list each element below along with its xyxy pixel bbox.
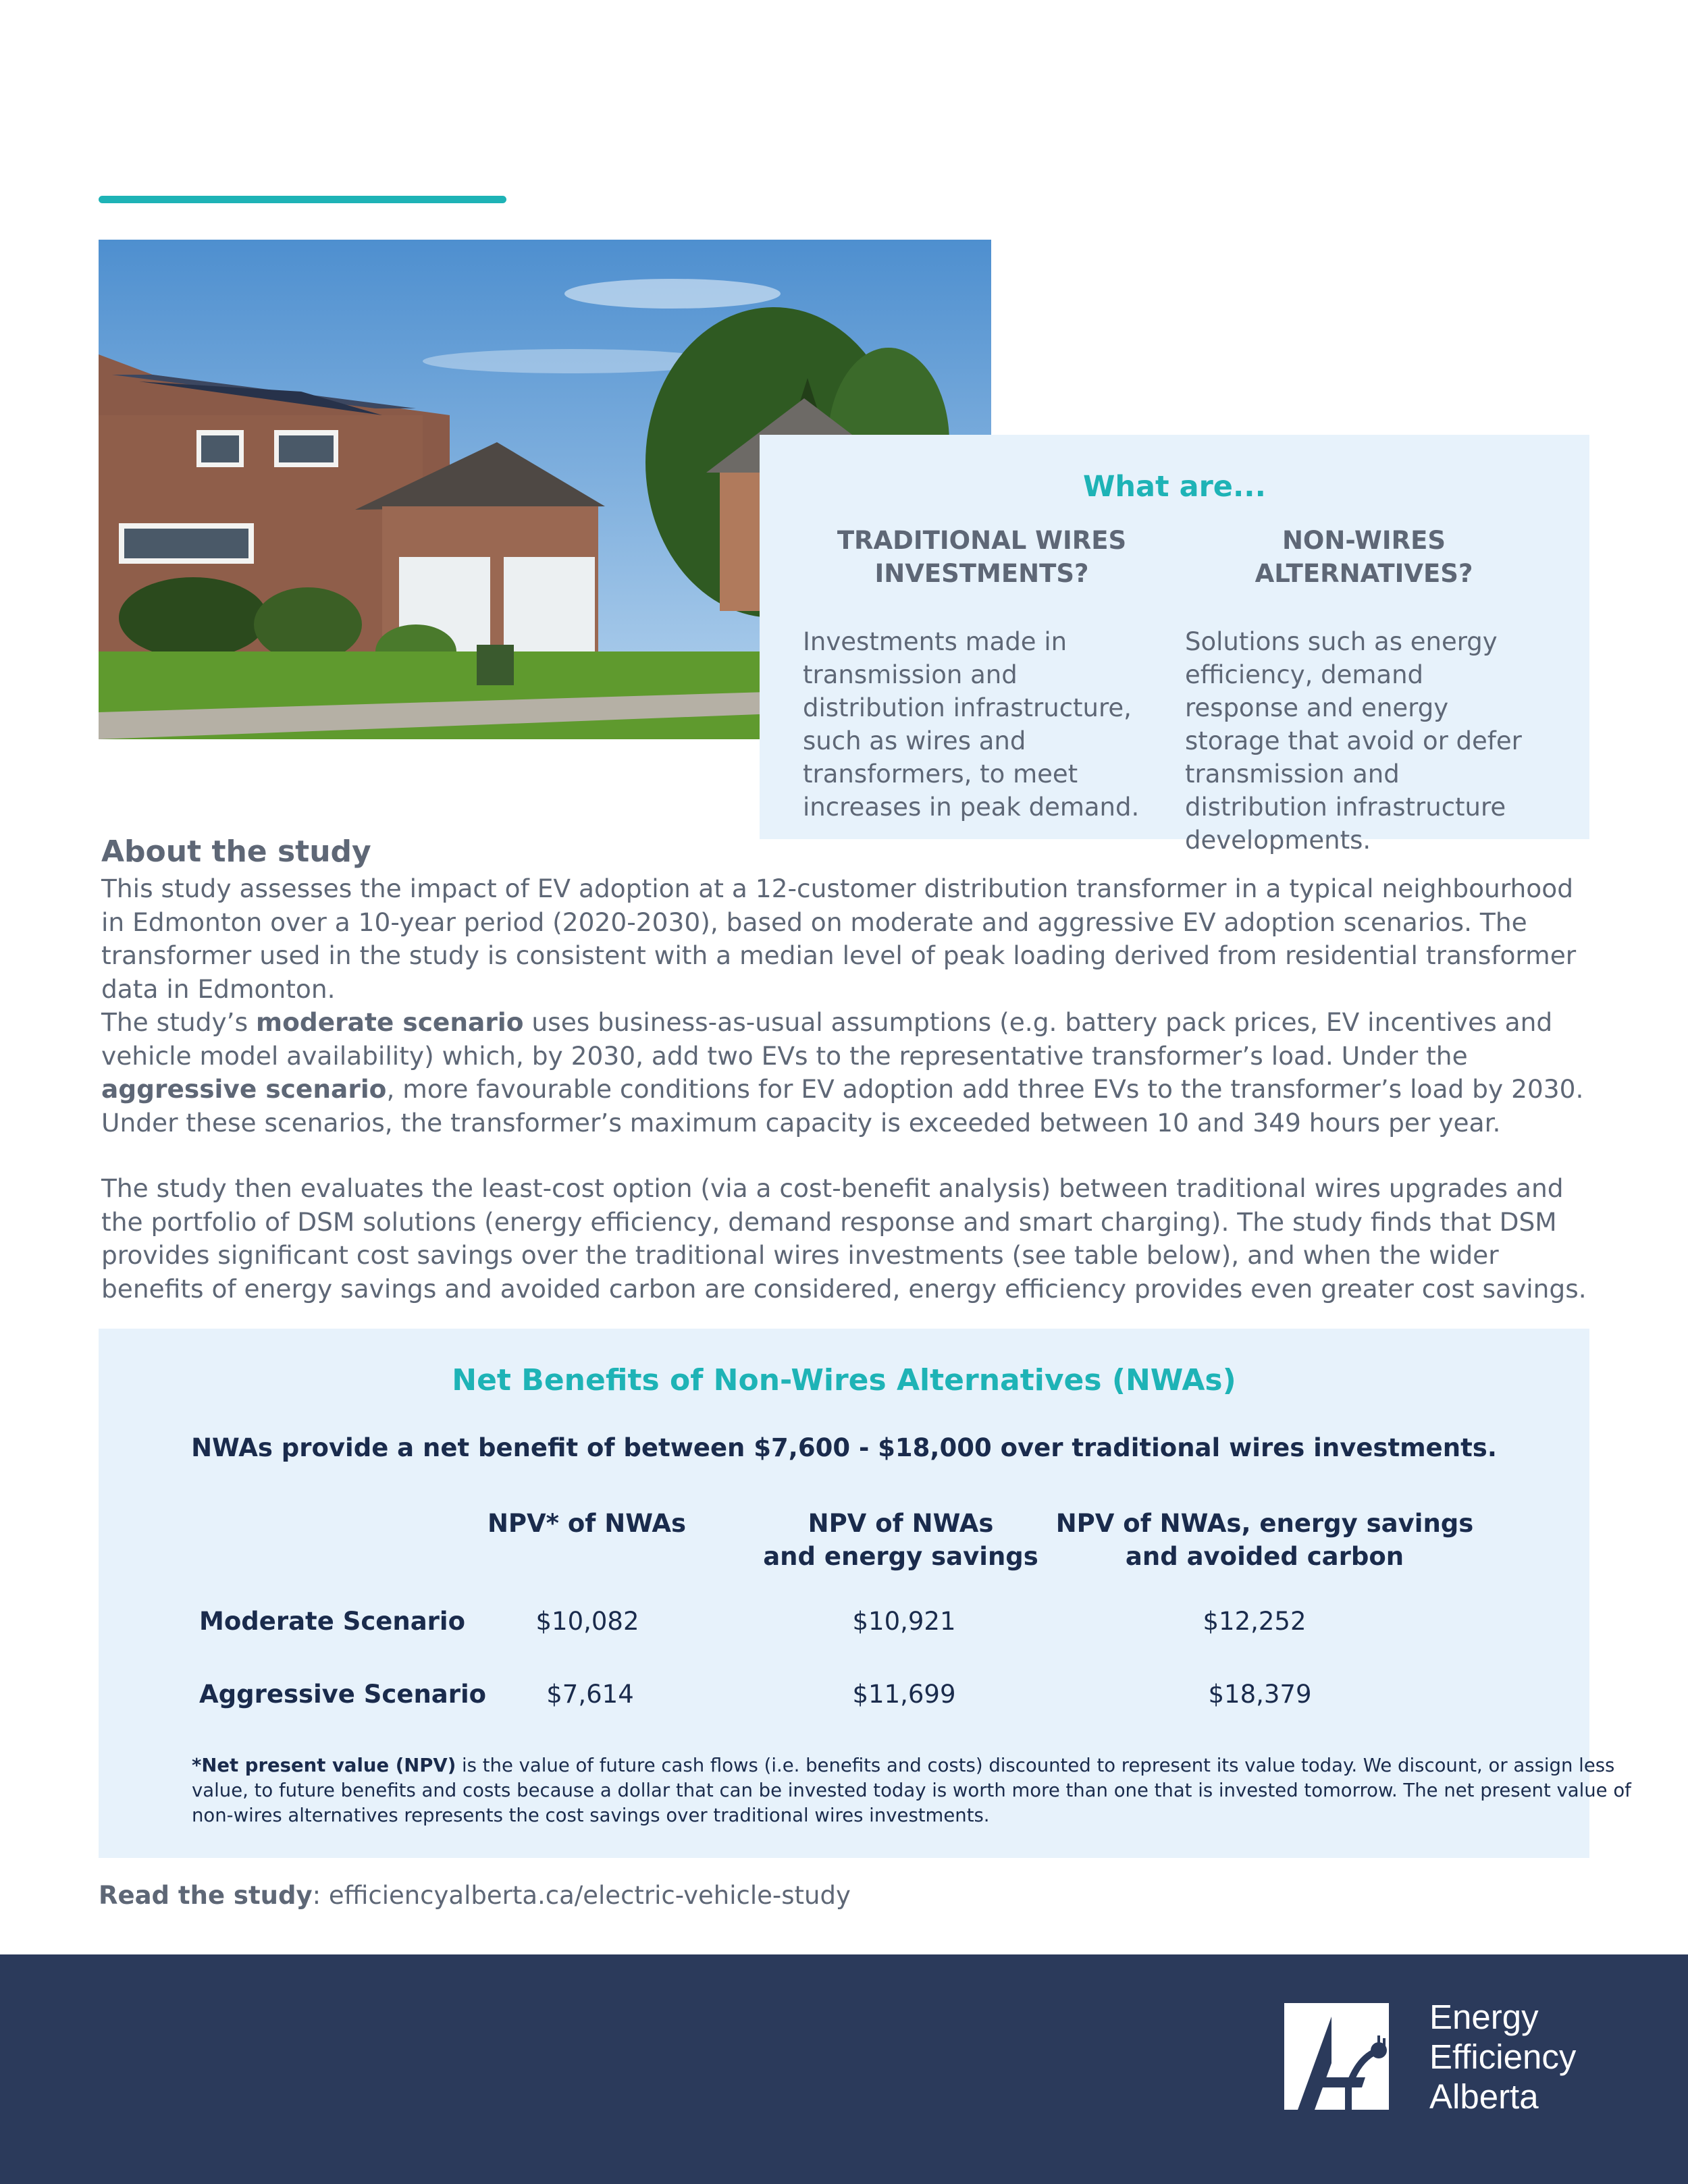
- p2-text-e: , more favourable conditions for EV adoption add three EVs to the transformer’s load by 2030. Under these scenarios, the transformer’s maximum capacity is exceeded between 10 and 349 hours per year.: [101, 1074, 1584, 1138]
- non-wires-text: Solutions such as energy efficiency, demand response and energy storage that avoid or defer transmission and distribution infrastructure developments.: [1185, 627, 1522, 855]
- column-header-line: NPV* of NWAs: [487, 1509, 687, 1538]
- column-header-line: NPV of NWAs, energy savings: [1055, 1509, 1474, 1538]
- logo-line-alberta: Alberta: [1429, 2077, 1539, 2116]
- logo-line-efficiency: Efficiency: [1429, 2037, 1577, 2076]
- read-study-label: Read the study: [99, 1881, 313, 1910]
- column-header-npv-nwas: [487, 1507, 686, 1540]
- moderate-scenario-term: moderate scenario: [256, 1007, 524, 1037]
- energy-efficiency-alberta-logo-icon: [1284, 2003, 1389, 2110]
- cell-moderate-carbon: $12,252: [1203, 1607, 1307, 1636]
- p2-text-c: uses business-as-usual assumptions (e.g. battery pack prices, EV incentives and vehicle model availability) which, by 2030, add two EVs to the representative transformer’s load. Under the: [101, 1007, 1553, 1071]
- logo-line-energy: Energy: [1429, 1998, 1539, 2036]
- row-label-aggressive: Aggressive Scenario: [199, 1680, 487, 1709]
- logo-wordmark: [1429, 1997, 1576, 2116]
- about-title: About the study: [101, 834, 371, 869]
- non-wires-heading-line1: NON-WIRES: [1282, 526, 1446, 555]
- traditional-heading-line2: INVESTMENTS?: [874, 559, 1089, 588]
- non-wires-heading: [1185, 524, 1543, 625]
- traditional-wires-column: [803, 524, 1161, 824]
- column-header-npv-avoided-carbon: [1056, 1507, 1474, 1573]
- column-header-line: and energy savings: [763, 1542, 1038, 1571]
- p2-text-a: The study’s: [101, 1007, 257, 1037]
- cell-moderate-energy: $10,921: [852, 1607, 956, 1636]
- npv-footnote-term: *Net present value (NPV): [192, 1755, 456, 1776]
- what-are-panel: [760, 435, 1589, 855]
- row-label-moderate: Moderate Scenario: [199, 1607, 466, 1636]
- traditional-wires-text: Investments made in transmission and distribution infrastructure, such as wires and transformers, to meet increases in peak demand.: [803, 627, 1140, 822]
- about-paragraph-2: [101, 1006, 1593, 1140]
- read-the-study: Read the study: efficiencyalberta.ca/electric-vehicle-study: [99, 1881, 851, 1910]
- about-paragraph-3: The study then evaluates the least-cost option (via a cost-benefit analysis) between traditional wires upgrades and the portfolio of DSM solutions (energy efficiency, demand response and smart charging). The study finds that DSM provides significant cost savings over the traditional wires investments (see table below), and when the wider benefits of energy savings and avoided carbon are considered, energy efficiency provides even greater cost savings.: [101, 1173, 1587, 1304]
- npv-footnote-text: is the value of future cash flows (i.e. benefits and costs) discounted to represent its value today. We discount, or assign less value, to future benefits and costs because a dollar that can be invested today is worth more than one that is invested tomorrow. The net present value of non-wires alternatives represents the cost savings over traditional wires investments.: [192, 1755, 1631, 1826]
- footer-band: [0, 1954, 1688, 2184]
- net-benefits-panel: [99, 1329, 1631, 1858]
- traditional-wires-heading: [803, 524, 1161, 625]
- non-wires-column: [1185, 524, 1543, 857]
- net-benefits-title: Net Benefits of Non-Wires Alternatives (NWAs): [452, 1363, 1236, 1397]
- cell-aggressive-energy: $11,699: [852, 1680, 956, 1709]
- what-are-heading: What are...: [1083, 470, 1266, 504]
- about-paragraph-1: This study assesses the impact of EV adoption at a 12-customer distribution transformer in a typical neighbourhood in Edmonton over a 10-year period (2020-2030), based on moderate and aggressive EV adoption scenarios. The transformer used in the study is consistent with a median level of peak loading derived from residential transformer data in Edmonton.: [101, 874, 1577, 1004]
- traditional-heading-line1: TRADITIONAL WIRES: [837, 526, 1127, 555]
- aggressive-scenario-term: aggressive scenario: [101, 1074, 387, 1104]
- cell-moderate-npv: $10,082: [535, 1607, 639, 1636]
- column-header-npv-energy-savings: [763, 1507, 1038, 1573]
- npv-footnote: [192, 1753, 1650, 1828]
- accent-rule: [99, 196, 506, 203]
- study-link[interactable]: efficiencyalberta.ca/electric-vehicle-study: [328, 1881, 851, 1910]
- cell-aggressive-carbon: $18,379: [1208, 1680, 1312, 1709]
- column-header-line: NPV of NWAs: [808, 1509, 994, 1538]
- non-wires-heading-line2: ALTERNATIVES?: [1255, 559, 1473, 588]
- cell-aggressive-npv: $7,614: [546, 1680, 634, 1709]
- net-benefits-subtitle: NWAs provide a net benefit of between $7,600 - $18,000 over traditional wires investments.: [191, 1433, 1497, 1462]
- column-header-line: and avoided carbon: [1125, 1542, 1404, 1571]
